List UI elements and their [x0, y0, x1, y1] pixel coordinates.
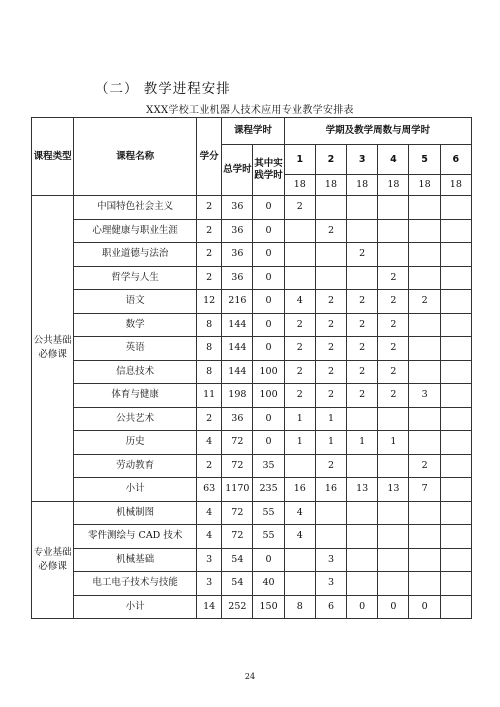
weekly-hours-cell	[440, 431, 471, 455]
weekly-hours-cell: 2	[315, 313, 346, 337]
weekly-hours-cell: 2	[378, 384, 409, 408]
practice-hours-cell: 150	[253, 595, 284, 619]
header-weeks: 18	[284, 175, 315, 196]
header-credits: 学分	[197, 118, 222, 196]
total-hours-cell: 36	[222, 407, 253, 431]
table-row	[32, 572, 472, 596]
table-row	[32, 313, 472, 337]
weekly-hours-cell: 2	[315, 219, 346, 243]
weekly-hours-cell	[409, 501, 440, 525]
weekly-hours-cell: 1	[284, 407, 315, 431]
weekly-hours-cell	[440, 313, 471, 337]
weekly-hours-cell	[440, 501, 471, 525]
header-semester: 4	[378, 145, 409, 175]
weekly-hours-cell	[440, 337, 471, 361]
table-row	[32, 196, 472, 220]
weekly-hours-cell	[315, 501, 346, 525]
weekly-hours-cell	[409, 407, 440, 431]
practice-hours-cell: 0	[253, 196, 284, 220]
weekly-hours-cell	[409, 266, 440, 290]
header-row-1	[32, 118, 472, 145]
weekly-hours-cell	[347, 219, 378, 243]
weekly-hours-cell: 2	[315, 290, 346, 314]
credits-cell: 2	[197, 196, 222, 220]
weekly-hours-cell	[378, 572, 409, 596]
course-category: 专业基础必修课	[32, 501, 74, 619]
course-name: 小计	[74, 595, 197, 619]
weekly-hours-cell: 2	[315, 454, 346, 478]
total-hours-cell: 72	[222, 431, 253, 455]
weekly-hours-cell: 1	[378, 431, 409, 455]
course-category: 公共基础必修课	[32, 196, 74, 502]
weekly-hours-cell: 16	[284, 478, 315, 502]
table-row	[32, 290, 472, 314]
weekly-hours-cell: 2	[284, 384, 315, 408]
course-name: 信息技术	[74, 360, 197, 384]
weekly-hours-cell	[347, 525, 378, 549]
weekly-hours-cell: 6	[315, 595, 346, 619]
total-hours-cell: 72	[222, 525, 253, 549]
total-hours-cell: 36	[222, 196, 253, 220]
table-row	[32, 243, 472, 267]
weekly-hours-cell	[440, 266, 471, 290]
weekly-hours-cell	[409, 313, 440, 337]
course-name: 历史	[74, 431, 197, 455]
course-name: 机械制图	[74, 501, 197, 525]
table-row	[32, 431, 472, 455]
weekly-hours-cell	[440, 478, 471, 502]
header-practice-hours: 其中实践学时	[253, 145, 284, 196]
weekly-hours-cell	[284, 548, 315, 572]
weekly-hours-cell	[440, 219, 471, 243]
credits-cell: 14	[197, 595, 222, 619]
weekly-hours-cell: 0	[347, 595, 378, 619]
weekly-hours-cell: 1	[315, 431, 346, 455]
weekly-hours-cell	[315, 243, 346, 267]
table-row	[32, 454, 472, 478]
practice-hours-cell: 40	[253, 572, 284, 596]
header-weeks: 18	[347, 175, 378, 196]
table-row	[32, 595, 472, 619]
weekly-hours-cell	[409, 431, 440, 455]
weekly-hours-cell	[378, 548, 409, 572]
practice-hours-cell: 235	[253, 478, 284, 502]
weekly-hours-cell	[440, 595, 471, 619]
weekly-hours-cell	[284, 454, 315, 478]
total-hours-cell: 36	[222, 219, 253, 243]
weekly-hours-cell: 2	[378, 266, 409, 290]
weekly-hours-cell: 16	[315, 478, 346, 502]
practice-hours-cell: 0	[253, 313, 284, 337]
table-row	[32, 219, 472, 243]
total-hours-cell: 54	[222, 548, 253, 572]
header-semester: 6	[440, 145, 471, 175]
weekly-hours-cell: 2	[409, 454, 440, 478]
weekly-hours-cell	[284, 219, 315, 243]
weekly-hours-cell: 2	[284, 360, 315, 384]
practice-hours-cell: 100	[253, 384, 284, 408]
weekly-hours-cell	[378, 219, 409, 243]
weekly-hours-cell	[409, 572, 440, 596]
course-name: 零件测绘与 CAD 技术	[74, 525, 197, 549]
weekly-hours-cell	[440, 525, 471, 549]
weekly-hours-cell: 7	[409, 478, 440, 502]
page-number: 24	[244, 672, 256, 681]
practice-hours-cell: 0	[253, 243, 284, 267]
weekly-hours-cell	[409, 196, 440, 220]
table-row	[32, 407, 472, 431]
table-row	[32, 525, 472, 549]
course-name: 机械基础	[74, 548, 197, 572]
practice-hours-cell: 55	[253, 525, 284, 549]
header-weeks: 18	[409, 175, 440, 196]
weekly-hours-cell: 0	[378, 595, 409, 619]
total-hours-cell: 216	[222, 290, 253, 314]
header-weeks: 18	[378, 175, 409, 196]
course-name: 中国特色社会主义	[74, 196, 197, 220]
course-name: 哲学与人生	[74, 266, 197, 290]
course-name: 劳动教育	[74, 454, 197, 478]
header-semester-weekly: 学期及教学周数与周学时	[284, 118, 471, 145]
weekly-hours-cell	[409, 337, 440, 361]
credits-cell: 2	[197, 243, 222, 267]
header-course-hours: 课程学时	[222, 118, 284, 145]
table-caption: XXX学校工业机器人技术应用专业教学安排表	[146, 105, 354, 116]
table-row	[32, 478, 472, 502]
weekly-hours-cell	[378, 501, 409, 525]
weekly-hours-cell: 1	[315, 407, 346, 431]
weekly-hours-cell: 2	[284, 196, 315, 220]
weekly-hours-cell	[440, 454, 471, 478]
weekly-hours-cell	[315, 266, 346, 290]
weekly-hours-cell	[347, 454, 378, 478]
table-row	[32, 501, 472, 525]
table-row	[32, 337, 472, 361]
credits-cell: 3	[197, 572, 222, 596]
weekly-hours-cell: 2	[284, 337, 315, 361]
section-heading: （二） 教学进程安排	[95, 81, 231, 97]
weekly-hours-cell	[440, 572, 471, 596]
header-semester: 2	[315, 145, 346, 175]
weekly-hours-cell: 3	[409, 384, 440, 408]
total-hours-cell: 144	[222, 313, 253, 337]
credits-cell: 12	[197, 290, 222, 314]
weekly-hours-cell	[409, 548, 440, 572]
weekly-hours-cell	[284, 266, 315, 290]
weekly-hours-cell: 2	[284, 313, 315, 337]
teaching-schedule-table	[31, 117, 472, 619]
weekly-hours-cell	[378, 243, 409, 267]
weekly-hours-cell	[347, 266, 378, 290]
weekly-hours-cell: 0	[409, 595, 440, 619]
weekly-hours-cell: 2	[378, 313, 409, 337]
total-hours-cell: 252	[222, 595, 253, 619]
header-category: 课程类型	[32, 118, 74, 196]
weekly-hours-cell	[347, 572, 378, 596]
weekly-hours-cell: 2	[315, 384, 346, 408]
credits-cell: 8	[197, 337, 222, 361]
weekly-hours-cell	[409, 525, 440, 549]
header-total-hours: 总学时	[222, 145, 253, 196]
weekly-hours-cell: 1	[284, 431, 315, 455]
weekly-hours-cell: 2	[409, 290, 440, 314]
total-hours-cell: 72	[222, 501, 253, 525]
weekly-hours-cell	[440, 407, 471, 431]
weekly-hours-cell	[440, 548, 471, 572]
practice-hours-cell: 0	[253, 337, 284, 361]
credits-cell: 8	[197, 360, 222, 384]
course-name: 体育与健康	[74, 384, 197, 408]
total-hours-cell: 72	[222, 454, 253, 478]
credits-cell: 2	[197, 266, 222, 290]
practice-hours-cell: 0	[253, 431, 284, 455]
header-semester: 1	[284, 145, 315, 175]
practice-hours-cell: 55	[253, 501, 284, 525]
weekly-hours-cell	[378, 525, 409, 549]
table-row	[32, 360, 472, 384]
weekly-hours-cell	[378, 454, 409, 478]
total-hours-cell: 36	[222, 266, 253, 290]
weekly-hours-cell	[409, 360, 440, 384]
weekly-hours-cell	[440, 243, 471, 267]
table-row	[32, 266, 472, 290]
total-hours-cell: 198	[222, 384, 253, 408]
weekly-hours-cell: 2	[347, 360, 378, 384]
total-hours-cell: 144	[222, 337, 253, 361]
practice-hours-cell: 0	[253, 407, 284, 431]
practice-hours-cell: 0	[253, 219, 284, 243]
header-weeks: 18	[315, 175, 346, 196]
weekly-hours-cell: 2	[315, 337, 346, 361]
weekly-hours-cell	[347, 501, 378, 525]
weekly-hours-cell: 4	[284, 525, 315, 549]
weekly-hours-cell: 2	[347, 290, 378, 314]
weekly-hours-cell: 2	[347, 243, 378, 267]
weekly-hours-cell: 2	[347, 384, 378, 408]
weekly-hours-cell	[409, 219, 440, 243]
weekly-hours-cell: 2	[347, 337, 378, 361]
weekly-hours-cell: 13	[378, 478, 409, 502]
credits-cell: 4	[197, 525, 222, 549]
credits-cell: 4	[197, 501, 222, 525]
credits-cell: 63	[197, 478, 222, 502]
weekly-hours-cell: 13	[347, 478, 378, 502]
header-semester: 3	[347, 145, 378, 175]
header-semester: 5	[409, 145, 440, 175]
course-name: 电工电子技术与技能	[74, 572, 197, 596]
credits-cell: 2	[197, 407, 222, 431]
credits-cell: 8	[197, 313, 222, 337]
weekly-hours-cell: 2	[347, 313, 378, 337]
weekly-hours-cell: 3	[315, 548, 346, 572]
weekly-hours-cell	[440, 384, 471, 408]
weekly-hours-cell	[315, 525, 346, 549]
weekly-hours-cell: 2	[315, 360, 346, 384]
course-name: 英语	[74, 337, 197, 361]
credits-cell: 4	[197, 431, 222, 455]
weekly-hours-cell	[409, 243, 440, 267]
credits-cell: 3	[197, 548, 222, 572]
weekly-hours-cell	[284, 572, 315, 596]
credits-cell: 2	[197, 219, 222, 243]
course-name: 小计	[74, 478, 197, 502]
weekly-hours-cell	[440, 360, 471, 384]
weekly-hours-cell	[315, 196, 346, 220]
weekly-hours-cell	[347, 548, 378, 572]
course-name: 数学	[74, 313, 197, 337]
table-row	[32, 384, 472, 408]
header-course-name: 课程名称	[74, 118, 197, 196]
practice-hours-cell: 0	[253, 266, 284, 290]
total-hours-cell: 54	[222, 572, 253, 596]
weekly-hours-cell: 3	[315, 572, 346, 596]
weekly-hours-cell	[284, 243, 315, 267]
practice-hours-cell: 0	[253, 290, 284, 314]
practice-hours-cell: 35	[253, 454, 284, 478]
table-row	[32, 548, 472, 572]
credits-cell: 11	[197, 384, 222, 408]
weekly-hours-cell: 2	[378, 360, 409, 384]
weekly-hours-cell	[378, 407, 409, 431]
weekly-hours-cell: 8	[284, 595, 315, 619]
practice-hours-cell: 100	[253, 360, 284, 384]
weekly-hours-cell: 1	[347, 431, 378, 455]
weekly-hours-cell	[347, 407, 378, 431]
header-weeks: 18	[440, 175, 471, 196]
weekly-hours-cell: 2	[378, 337, 409, 361]
course-name: 公共艺术	[74, 407, 197, 431]
total-hours-cell: 36	[222, 243, 253, 267]
weekly-hours-cell	[440, 196, 471, 220]
weekly-hours-cell	[440, 290, 471, 314]
practice-hours-cell: 0	[253, 548, 284, 572]
course-name: 心理健康与职业生涯	[74, 219, 197, 243]
total-hours-cell: 1170	[222, 478, 253, 502]
course-name: 职业道德与法治	[74, 243, 197, 267]
weekly-hours-cell	[347, 196, 378, 220]
total-hours-cell: 144	[222, 360, 253, 384]
weekly-hours-cell: 4	[284, 501, 315, 525]
weekly-hours-cell	[378, 196, 409, 220]
course-name: 语文	[74, 290, 197, 314]
weekly-hours-cell: 4	[284, 290, 315, 314]
weekly-hours-cell: 2	[378, 290, 409, 314]
credits-cell: 2	[197, 454, 222, 478]
